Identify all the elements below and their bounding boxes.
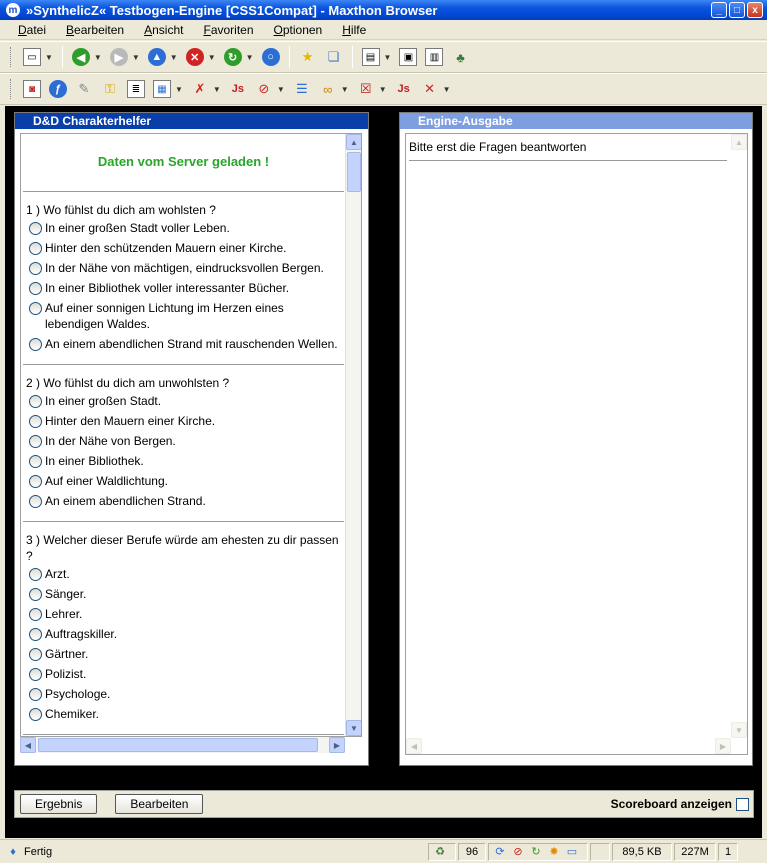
back-icon[interactable]: ◀: [72, 48, 90, 66]
answer-option[interactable]: [26, 220, 344, 236]
toolbar-grip[interactable]: [10, 79, 13, 99]
option-label[interactable]: Arzt.: [45, 567, 70, 581]
radio-button[interactable]: [29, 455, 42, 468]
scroll-right-icon[interactable]: ▶: [329, 737, 345, 753]
option-label[interactable]: In der Nähe von mächtigen, eindrucksvollen Bergen.: [45, 261, 324, 275]
forward-dropdown-icon[interactable]: ▼: [131, 52, 140, 62]
calendar-dropdown-icon[interactable]: ▼: [175, 84, 183, 94]
answer-option[interactable]: [26, 433, 344, 449]
status-memory-cell: [674, 843, 716, 861]
block-popups-dropdown-icon[interactable]: ▼: [276, 84, 285, 94]
radio-button[interactable]: [29, 708, 42, 721]
activex-dropdown-icon[interactable]: ▼: [378, 84, 387, 94]
proxy-dropdown-icon[interactable]: ▼: [340, 84, 349, 94]
scoreboard-checkbox[interactable]: [736, 798, 749, 811]
radio-button[interactable]: [29, 608, 42, 621]
users-icon[interactable]: ♣: [456, 49, 465, 65]
back-dropdown-icon[interactable]: ▼: [93, 52, 102, 62]
flash-icon[interactable]: ƒ: [49, 80, 67, 98]
status-plugin-icons: [488, 843, 588, 861]
status-page-cell: [718, 843, 738, 861]
questionnaire-form: [21, 134, 346, 736]
menu-optionen[interactable]: Optionen: [273, 22, 323, 37]
popup-block-icon[interactable]: ⊘: [513, 846, 523, 858]
screen-icon[interactable]: ▭: [566, 846, 578, 858]
question-2: [23, 365, 344, 522]
stop-dropdown-icon[interactable]: ▼: [207, 52, 216, 62]
toolbar-separator: [62, 46, 63, 68]
option-label[interactable]: An einem abendlichen Strand mit rauschenden Wellen.: [45, 337, 338, 351]
radio-button[interactable]: [29, 688, 42, 701]
javascript-block-icon[interactable]: Js: [397, 83, 410, 95]
answer-option[interactable]: [26, 566, 344, 582]
option-label[interactable]: Gärtner.: [45, 647, 89, 661]
javascript-icon[interactable]: Js: [231, 83, 244, 95]
option-label[interactable]: Auftragskiller.: [45, 627, 118, 641]
new-page-dropdown-icon[interactable]: ▼: [45, 52, 53, 62]
refresh-icon[interactable]: ↻: [531, 846, 541, 858]
option-label[interactable]: An einem abendlichen Strand.: [45, 494, 206, 508]
radio-button[interactable]: [29, 568, 42, 581]
calendar-icon[interactable]: ▦: [153, 80, 171, 98]
window-title: »SynthelicZ« Testbogen-Engine [CSS1Compat] - Maxthon Browser: [26, 2, 438, 18]
option-label[interactable]: In einer großen Stadt.: [45, 394, 162, 408]
scroll-up-icon[interactable]: ▲: [731, 134, 747, 150]
answer-option[interactable]: [26, 706, 344, 722]
option-label[interactable]: In einer großen Stadt voller Leben.: [45, 221, 230, 235]
scroll-up-icon[interactable]: ▲: [346, 134, 362, 150]
answer-option[interactable]: [26, 493, 344, 509]
character-helper-title: D&D Charakterhelfer: [15, 113, 368, 129]
option-label[interactable]: In einer Bibliothek.: [45, 454, 144, 468]
question-3: [23, 522, 344, 735]
engine-output-area: [405, 133, 748, 755]
sun-icon[interactable]: ✸: [549, 846, 559, 858]
radio-button[interactable]: [29, 222, 42, 235]
key-icon[interactable]: ⚿: [105, 81, 115, 96]
radio-button[interactable]: [29, 648, 42, 661]
scroll-left-icon[interactable]: ◀: [20, 737, 36, 753]
answer-option[interactable]: [26, 646, 344, 662]
maximize-button[interactable]: □: [729, 2, 745, 18]
scroll-left-icon[interactable]: ◀: [406, 738, 422, 754]
maxthon-app-icon[interactable]: m: [6, 3, 20, 17]
tools-icon[interactable]: ✎: [78, 81, 90, 96]
scroll-right-icon[interactable]: ▶: [715, 738, 731, 754]
status-size-cell: [612, 843, 672, 861]
status-memory: 227M: [681, 845, 709, 858]
scroll-down-icon[interactable]: ▼: [731, 722, 747, 738]
option-label[interactable]: Auf einer sonnigen Lichtung im Herzen eines lebendigen Waldes.: [45, 301, 284, 331]
status-empty-cell: [590, 843, 610, 861]
output-vertical-scrollbar[interactable]: [731, 134, 747, 754]
refresh-icon[interactable]: ↻: [224, 48, 242, 66]
block-popups-icon[interactable]: ⊘: [258, 81, 270, 96]
block-all-dropdown-icon[interactable]: ▼: [442, 84, 451, 94]
radio-button[interactable]: [29, 435, 42, 448]
result-button[interactable]: Ergebnis: [20, 794, 97, 814]
toolbar-grip[interactable]: [10, 47, 13, 67]
block-images-icon[interactable]: ✗: [194, 81, 206, 96]
notes-icon[interactable]: ≣: [127, 80, 145, 98]
radio-button[interactable]: [29, 495, 42, 508]
screenshot-icon[interactable]: ◙: [23, 80, 41, 98]
radio-button[interactable]: [29, 475, 42, 488]
trash-icon[interactable]: ♻: [435, 846, 445, 858]
character-helper-panel: [14, 112, 369, 766]
up-icon[interactable]: ▲: [148, 48, 166, 66]
status-page: 1: [724, 845, 732, 858]
close-button[interactable]: x: [747, 2, 763, 18]
engine-output-text: Bitte erst die Fragen beantworten: [409, 140, 727, 161]
engine-output-title: Engine-Ausgabe: [400, 113, 752, 129]
status-count: 96: [465, 845, 479, 858]
status-text-area: [0, 845, 428, 859]
option-label[interactable]: Lehrer.: [45, 607, 83, 621]
answer-option[interactable]: [26, 300, 344, 332]
activex-icon[interactable]: ☒: [359, 81, 372, 96]
status-page-icon: ♦: [10, 845, 16, 858]
navigation-toolbar: [0, 41, 767, 73]
option-label[interactable]: Hinter den schützenden Mauern einer Kirche.: [45, 241, 287, 255]
radio-button[interactable]: [29, 302, 42, 315]
radio-button[interactable]: [29, 668, 42, 681]
scoreboard-toggle[interactable]: [611, 797, 749, 811]
status-text: Fertig: [24, 845, 53, 858]
list-icon[interactable]: ☰: [295, 81, 308, 96]
radio-button[interactable]: [29, 338, 42, 351]
option-label[interactable]: Sänger.: [45, 587, 87, 601]
home-icon[interactable]: ○: [262, 48, 280, 66]
title-bar: [0, 0, 767, 20]
question-text: 2 ) Wo fühlst du dich am unwohlsten ?: [26, 376, 230, 390]
status-trash-cell[interactable]: [428, 843, 456, 861]
engine-output-panel: [399, 112, 753, 766]
radio-button[interactable]: [29, 395, 42, 408]
menu-favoriten[interactable]: Favoriten: [203, 22, 254, 37]
bookmark-page-icon[interactable]: ❏: [327, 49, 340, 64]
window-layout-dropdown-icon[interactable]: ▼: [383, 52, 392, 62]
server-status-message: Daten vom Server geladen !: [23, 134, 344, 192]
radio-button[interactable]: [29, 415, 42, 428]
horizontal-scroll-thumb[interactable]: [38, 738, 318, 752]
menu-hilfe[interactable]: Hilfe: [342, 22, 367, 37]
status-size: 89,5 KB: [622, 845, 662, 858]
question-text: 3 ) Welcher dieser Berufe würde am ehesten zu dir passen ?: [26, 533, 339, 563]
radio-button[interactable]: [29, 628, 42, 641]
horizontal-scrollbar[interactable]: [20, 737, 345, 753]
minimize-button[interactable]: _: [711, 2, 727, 18]
answer-option[interactable]: [26, 240, 344, 256]
toolbar-separator: [289, 46, 290, 68]
menu-bar: [0, 20, 767, 40]
stop-icon[interactable]: ✕: [186, 48, 204, 66]
option-label[interactable]: Polizist.: [45, 667, 87, 681]
answer-option[interactable]: [26, 413, 344, 429]
plugin-toolbar: [0, 73, 767, 105]
option-label[interactable]: Hinter den Mauern einer Kirche.: [45, 414, 216, 428]
option-label[interactable]: Auf einer Waldlichtung.: [45, 474, 168, 488]
answer-option[interactable]: [26, 336, 344, 352]
answer-option[interactable]: [26, 393, 344, 409]
action-bar: [14, 790, 754, 818]
answer-option[interactable]: [26, 666, 344, 682]
answer-option[interactable]: [26, 626, 344, 642]
menu-ansicht[interactable]: Ansicht: [144, 22, 184, 37]
answer-option[interactable]: [26, 586, 344, 602]
toolbar-separator: [352, 46, 353, 68]
sync-icon[interactable]: ⟳: [495, 846, 505, 858]
status-count-cell: [458, 843, 486, 861]
status-bar: [0, 839, 767, 863]
answer-option[interactable]: [26, 686, 344, 702]
option-label[interactable]: Psychologe.: [45, 687, 111, 701]
questionnaire-scroll-area[interactable]: [20, 133, 362, 737]
refresh-dropdown-icon[interactable]: ▼: [245, 52, 254, 62]
radio-button[interactable]: [29, 588, 42, 601]
answer-option[interactable]: [26, 453, 344, 469]
proxy-icon[interactable]: ∞: [323, 81, 333, 97]
page-content: [5, 106, 762, 838]
new-page-icon[interactable]: ▭: [23, 48, 41, 66]
option-label[interactable]: In einer Bibliothek voller interessanter Bücher.: [45, 281, 290, 295]
up-dropdown-icon[interactable]: ▼: [169, 52, 178, 62]
split-view-icon[interactable]: ▥: [425, 48, 443, 66]
menu-bearbeiten[interactable]: Bearbeiten: [66, 22, 125, 37]
radio-button[interactable]: [29, 262, 42, 275]
window-layout-icon[interactable]: ▤: [362, 48, 380, 66]
option-label[interactable]: In der Nähe von Bergen.: [45, 434, 176, 448]
question-1: [23, 192, 344, 365]
edit-button[interactable]: Bearbeiten: [115, 794, 203, 814]
radio-button[interactable]: [29, 282, 42, 295]
question-text: 1 ) Wo fühlst du dich am wohlsten ?: [26, 203, 216, 217]
fullscreen-icon[interactable]: ▣: [399, 48, 417, 66]
radio-button[interactable]: [29, 242, 42, 255]
answer-option[interactable]: [26, 473, 344, 489]
vertical-scroll-thumb[interactable]: [347, 152, 361, 192]
block-all-icon[interactable]: ✕: [424, 81, 436, 96]
answer-option[interactable]: [26, 606, 344, 622]
vertical-scrollbar[interactable]: [345, 134, 361, 736]
favorites-star-icon[interactable]: ★: [301, 49, 314, 64]
block-images-dropdown-icon[interactable]: ▼: [212, 84, 221, 94]
answer-option[interactable]: [26, 280, 344, 296]
menu-datei[interactable]: Datei: [18, 22, 47, 37]
option-label[interactable]: Chemiker.: [45, 707, 100, 721]
scoreboard-label[interactable]: Scoreboard anzeigen: [610, 797, 732, 811]
scroll-down-icon[interactable]: ▼: [346, 720, 362, 736]
answer-option[interactable]: [26, 260, 344, 276]
forward-icon[interactable]: ▶: [110, 48, 128, 66]
